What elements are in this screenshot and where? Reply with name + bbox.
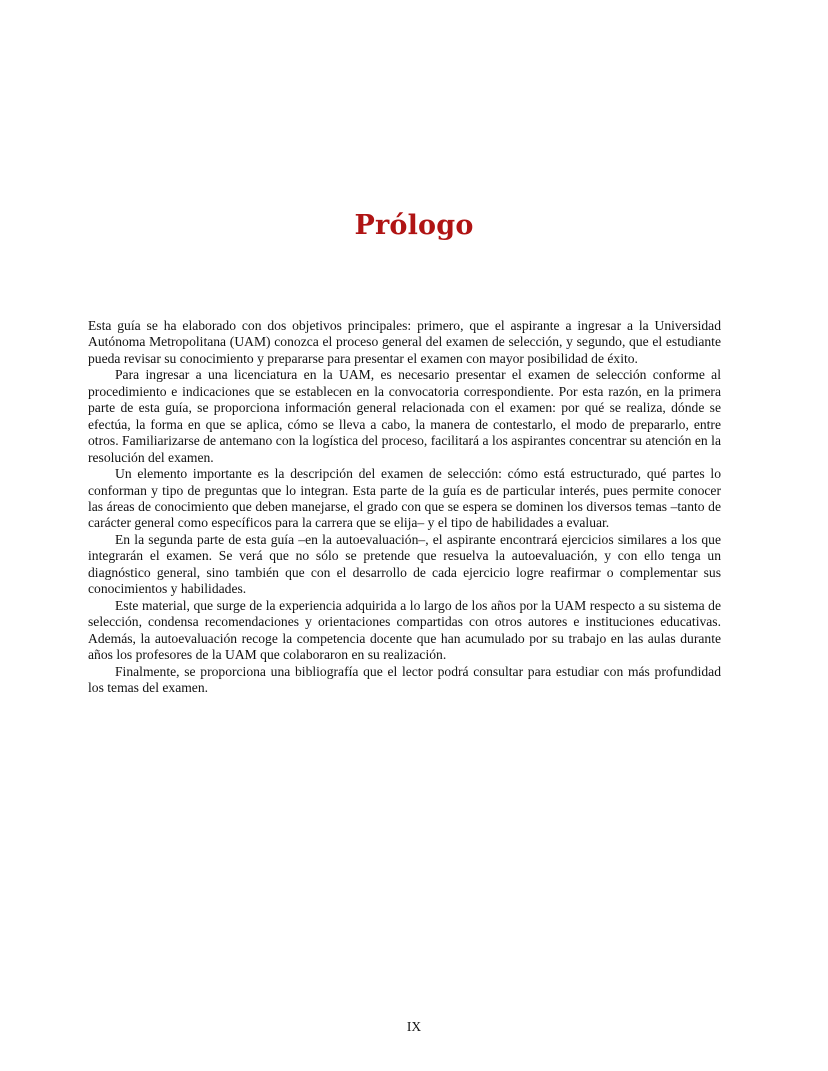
prologue-body bbox=[88, 318, 721, 696]
page-number: IX bbox=[406, 1019, 422, 1034]
paragraph-5: Este material, que surge de la experiencia adquirida a lo largo de los años por la UAM respecto a su sistema de selección, condensa recomendaciones y orientaciones compartidas con otros autores e instituciones educativas. Además, la autoevaluación recoge la competencia docente que han acumulado por su trabajo en las aulas durante años los profesores de la UAM que colaboraron en su realización. bbox=[88, 597, 721, 663]
paragraph-1: Esta guía se ha elaborado con dos objetivos principales: primero, que el aspirante a ingresar a la Universidad Autónoma Metropolitana (UAM) conozca el proceso general del examen de selección, y segundo, que el estudiante pueda revisar su conocimiento y prepararse para presentar el examen con mayor posibilidad de éxito. bbox=[88, 318, 721, 366]
paragraph-4: En la segunda parte de esta guía –en la autoevaluación–, el aspirante encontrará ejercicios similares a los que integrarán el examen. Se verá que no sólo se pretende que resuelva la autoevaluación, y con ello tenga un diagnóstico general, sino también que con el desarrollo de cada ejercicio logre reafirmar o complementar sus conocimientos y habilidades. bbox=[88, 531, 721, 597]
page-title: Prólogo bbox=[354, 210, 474, 241]
paragraph-3: Un elemento importante es la descripción del examen de selección: cómo está estructurado, qué partes lo conforman y tipo de preguntas que lo integran. Esta parte de la guía es de particular interés, pues permite conocer las áreas de conocimiento que deben manejarse, el grado con que se espera se dominen los diversos temas –tanto de carácter general como específicos para la carrera que se elija– y el tipo de habilidades a evaluar. bbox=[88, 466, 721, 531]
paragraph-6: Finalmente, se proporciona una bibliografía que el lector podrá consultar para estudiar con más profundidad los temas del examen. bbox=[88, 663, 721, 695]
paragraph-2: Para ingresar a una licenciatura en la UAM, es necesario presentar el examen de selección conforme al procedimiento e indicaciones que se establecen en la convocatoria correspondiente. Por esta razón, en la primera parte de esta guía, se proporciona información general relacionada con el examen: por qué se realiza, dónde se efectúa, la forma en que se aplica, cómo se lleva a cabo, la manera de contestarlo, el modo de prepararlo, entre otros. Familiarizarse de antemano con la logística del proceso, facilitará a los aspirantes concentrar su atención en la resolución del examen. bbox=[88, 367, 721, 465]
